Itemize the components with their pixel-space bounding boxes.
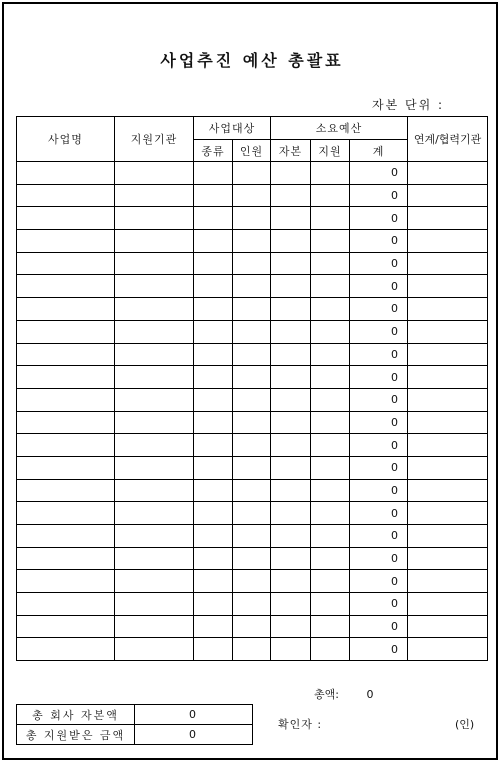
table-cell[interactable] [311, 298, 350, 321]
row-sum-cell[interactable]: 0 [350, 525, 408, 548]
table-cell[interactable] [17, 388, 115, 411]
table-cell[interactable] [233, 298, 271, 321]
row-sum-cell[interactable]: 0 [350, 593, 408, 616]
table-cell[interactable] [194, 252, 233, 275]
summary-value[interactable]: 0 [135, 725, 253, 745]
row-sum-cell[interactable]: 0 [350, 502, 408, 525]
table-cell[interactable] [408, 184, 488, 207]
table-cell[interactable] [311, 366, 350, 389]
table-cell[interactable] [115, 184, 194, 207]
table-cell[interactable] [115, 343, 194, 366]
table-cell[interactable] [408, 593, 488, 616]
table-cell[interactable] [194, 366, 233, 389]
table-cell[interactable] [311, 525, 350, 548]
table-cell[interactable] [233, 411, 271, 434]
table-cell[interactable] [115, 525, 194, 548]
table-row [17, 320, 488, 343]
table-row [17, 479, 488, 502]
table-cell[interactable] [115, 298, 194, 321]
row-sum-cell[interactable]: 0 [350, 366, 408, 389]
row-sum-cell[interactable]: 0 [350, 207, 408, 230]
table-cell[interactable] [17, 502, 115, 525]
table-cell[interactable] [271, 162, 311, 185]
row-sum-cell[interactable]: 0 [350, 275, 408, 298]
table-cell[interactable] [271, 252, 311, 275]
row-sum-cell[interactable]: 0 [350, 252, 408, 275]
table-cell[interactable] [271, 456, 311, 479]
table-cell[interactable] [194, 456, 233, 479]
table-cell[interactable] [233, 638, 271, 661]
table-cell[interactable] [233, 479, 271, 502]
table-cell[interactable] [115, 434, 194, 457]
table-cell[interactable] [17, 547, 115, 570]
table-cell[interactable] [271, 434, 311, 457]
table-cell[interactable] [408, 298, 488, 321]
table-cell[interactable] [311, 593, 350, 616]
table-row [17, 162, 488, 185]
table-cell[interactable] [311, 252, 350, 275]
table-cell[interactable] [194, 502, 233, 525]
table-cell[interactable] [115, 547, 194, 570]
table-cell[interactable] [233, 593, 271, 616]
table-cell[interactable] [408, 275, 488, 298]
table-row [17, 366, 488, 389]
table-row [17, 388, 488, 411]
table-cell[interactable] [233, 366, 271, 389]
table-cell[interactable] [408, 252, 488, 275]
table-cell[interactable] [271, 547, 311, 570]
table-cell[interactable] [233, 207, 271, 230]
row-sum-cell[interactable]: 0 [350, 343, 408, 366]
table-cell[interactable] [17, 230, 115, 253]
row-sum-cell[interactable]: 0 [350, 638, 408, 661]
table-cell[interactable] [233, 184, 271, 207]
table-row [17, 184, 488, 207]
table-cell[interactable] [17, 275, 115, 298]
row-sum-cell[interactable]: 0 [350, 547, 408, 570]
table-cell[interactable] [194, 570, 233, 593]
row-sum-cell[interactable]: 0 [350, 388, 408, 411]
table-cell[interactable] [17, 593, 115, 616]
table-cell[interactable] [311, 184, 350, 207]
table-cell[interactable] [271, 320, 311, 343]
table-row [17, 275, 488, 298]
row-sum-cell[interactable]: 0 [350, 298, 408, 321]
row-sum-cell[interactable]: 0 [350, 320, 408, 343]
table-cell[interactable] [271, 298, 311, 321]
table-cell[interactable] [408, 207, 488, 230]
table-cell[interactable] [311, 456, 350, 479]
table-row [17, 456, 488, 479]
table-cell[interactable] [311, 547, 350, 570]
header-partner: 연계/협력기관 [408, 117, 488, 162]
table-cell[interactable] [233, 230, 271, 253]
table-cell[interactable] [233, 434, 271, 457]
table-cell[interactable] [194, 320, 233, 343]
table-cell[interactable] [115, 411, 194, 434]
row-sum-cell[interactable]: 0 [350, 434, 408, 457]
table-cell[interactable] [17, 570, 115, 593]
table-row [17, 434, 488, 457]
table-cell[interactable] [194, 184, 233, 207]
table-row [17, 207, 488, 230]
table-cell[interactable] [311, 343, 350, 366]
table-cell[interactable] [194, 547, 233, 570]
table-cell[interactable] [194, 298, 233, 321]
summary-label: 총 지원받은 금액 [17, 725, 135, 745]
table-cell[interactable] [115, 230, 194, 253]
table-cell[interactable] [408, 570, 488, 593]
table-cell[interactable] [233, 252, 271, 275]
header-people: 인원 [233, 140, 271, 162]
table-cell[interactable] [311, 434, 350, 457]
table-cell[interactable] [233, 525, 271, 548]
table-cell[interactable] [17, 343, 115, 366]
page-title: 사업추진 예산 총괄표 [160, 51, 344, 70]
table-cell[interactable] [271, 502, 311, 525]
table-row [17, 230, 488, 253]
table-cell[interactable] [194, 207, 233, 230]
table-cell[interactable] [17, 615, 115, 638]
table-cell[interactable] [233, 502, 271, 525]
table-cell[interactable] [194, 638, 233, 661]
header-sum: 계 [350, 140, 408, 162]
summary-value[interactable]: 0 [135, 705, 253, 725]
row-sum-cell[interactable]: 0 [350, 230, 408, 253]
table-cell[interactable] [17, 298, 115, 321]
table-cell[interactable] [271, 388, 311, 411]
table-cell[interactable] [17, 638, 115, 661]
header-budget: 소요예산 [271, 117, 408, 140]
table-cell[interactable] [408, 638, 488, 661]
table-cell[interactable] [311, 615, 350, 638]
table-row [17, 570, 488, 593]
table-row [17, 298, 488, 321]
row-sum-cell[interactable]: 0 [350, 411, 408, 434]
table-row [17, 252, 488, 275]
table-cell[interactable] [115, 638, 194, 661]
table-cell[interactable] [194, 343, 233, 366]
table-cell[interactable] [17, 479, 115, 502]
table-cell[interactable] [408, 525, 488, 548]
table-cell[interactable] [233, 388, 271, 411]
table-cell[interactable] [271, 479, 311, 502]
table-cell[interactable] [115, 275, 194, 298]
header-support: 지원 [311, 140, 350, 162]
table-cell[interactable] [311, 638, 350, 661]
unit-label: 자본 단위 : [372, 98, 445, 112]
table-cell[interactable] [271, 275, 311, 298]
table-cell[interactable] [233, 162, 271, 185]
table-cell[interactable] [115, 320, 194, 343]
table-cell[interactable] [115, 366, 194, 389]
table-cell[interactable] [115, 502, 194, 525]
table-cell[interactable] [271, 366, 311, 389]
table-cell[interactable] [17, 411, 115, 434]
table-cell[interactable] [271, 638, 311, 661]
table-row [17, 547, 488, 570]
table-cell[interactable] [17, 456, 115, 479]
table-cell[interactable] [194, 479, 233, 502]
seal-label: (인) [455, 718, 475, 731]
table-cell[interactable] [194, 615, 233, 638]
table-cell[interactable] [408, 162, 488, 185]
table-cell[interactable] [408, 434, 488, 457]
table-cell[interactable] [311, 388, 350, 411]
table-row [17, 593, 488, 616]
row-sum-cell[interactable]: 0 [350, 615, 408, 638]
table-cell[interactable] [271, 570, 311, 593]
table-cell[interactable] [311, 411, 350, 434]
row-sum-cell[interactable]: 0 [350, 570, 408, 593]
table-cell[interactable] [115, 456, 194, 479]
table-cell[interactable] [115, 162, 194, 185]
table-cell[interactable] [408, 388, 488, 411]
header-target: 사업대상 [194, 117, 271, 140]
table-cell[interactable] [17, 252, 115, 275]
header-capital: 자본 [271, 140, 311, 162]
table-cell[interactable] [115, 593, 194, 616]
table-cell[interactable] [311, 162, 350, 185]
table-cell[interactable] [233, 275, 271, 298]
table-cell[interactable] [408, 547, 488, 570]
table-cell[interactable] [271, 207, 311, 230]
table-cell[interactable] [17, 207, 115, 230]
table-cell[interactable] [17, 525, 115, 548]
header-agency: 지원기관 [115, 117, 194, 162]
table-cell[interactable] [408, 479, 488, 502]
table-cell[interactable] [408, 320, 488, 343]
table-cell[interactable] [233, 547, 271, 570]
total-amount [314, 686, 373, 702]
summary-label: 총 회사 자본액 [17, 705, 135, 725]
table-cell[interactable] [408, 502, 488, 525]
table-cell[interactable] [115, 207, 194, 230]
table-row [17, 502, 488, 525]
table-cell[interactable] [311, 230, 350, 253]
table-cell[interactable] [194, 275, 233, 298]
budget-table [16, 116, 488, 661]
table-cell[interactable] [408, 411, 488, 434]
table-cell[interactable] [233, 343, 271, 366]
table-cell[interactable] [271, 230, 311, 253]
table-cell[interactable] [311, 570, 350, 593]
table-cell[interactable] [408, 615, 488, 638]
table-cell[interactable] [408, 230, 488, 253]
table-cell[interactable] [271, 184, 311, 207]
table-cell[interactable] [271, 593, 311, 616]
row-sum-cell[interactable]: 0 [350, 479, 408, 502]
table-cell[interactable] [311, 207, 350, 230]
table-cell[interactable] [408, 366, 488, 389]
row-sum-cell[interactable]: 0 [350, 184, 408, 207]
table-cell[interactable] [194, 230, 233, 253]
header-business-name: 사업명 [17, 117, 115, 162]
row-sum-cell[interactable]: 0 [350, 162, 408, 185]
table-cell[interactable] [271, 615, 311, 638]
total-value: 0 [366, 688, 374, 701]
table-cell[interactable] [233, 570, 271, 593]
table-row [17, 525, 488, 548]
table-cell[interactable] [311, 479, 350, 502]
total-label: 총액: [314, 688, 339, 701]
table-cell[interactable] [233, 615, 271, 638]
table-row [17, 615, 488, 638]
table-cell[interactable] [194, 525, 233, 548]
table-cell[interactable] [115, 252, 194, 275]
table-cell[interactable] [408, 343, 488, 366]
table-row [17, 411, 488, 434]
table-cell[interactable] [17, 366, 115, 389]
table-cell[interactable] [17, 162, 115, 185]
summary-row [17, 725, 253, 745]
table-cell[interactable] [408, 456, 488, 479]
table-cell[interactable] [271, 343, 311, 366]
table-cell[interactable] [115, 388, 194, 411]
table-cell[interactable] [115, 479, 194, 502]
table-cell[interactable] [194, 388, 233, 411]
table-cell[interactable] [311, 320, 350, 343]
table-cell[interactable] [271, 525, 311, 548]
summary-table [16, 704, 253, 745]
table-cell[interactable] [17, 184, 115, 207]
confirmer-label: 확인자 : [278, 718, 323, 731]
row-sum-cell[interactable]: 0 [350, 456, 408, 479]
table-cell[interactable] [194, 593, 233, 616]
table-cell[interactable] [233, 456, 271, 479]
table-cell[interactable] [311, 275, 350, 298]
table-cell[interactable] [17, 434, 115, 457]
table-cell[interactable] [194, 411, 233, 434]
table-cell[interactable] [115, 615, 194, 638]
table-cell[interactable] [17, 320, 115, 343]
table-cell[interactable] [311, 502, 350, 525]
table-row [17, 638, 488, 661]
header-type: 종류 [194, 140, 233, 162]
table-cell[interactable] [115, 570, 194, 593]
table-cell[interactable] [194, 434, 233, 457]
table-row [17, 343, 488, 366]
table-cell[interactable] [233, 320, 271, 343]
table-cell[interactable] [194, 162, 233, 185]
table-cell[interactable] [271, 411, 311, 434]
summary-row [17, 705, 253, 725]
